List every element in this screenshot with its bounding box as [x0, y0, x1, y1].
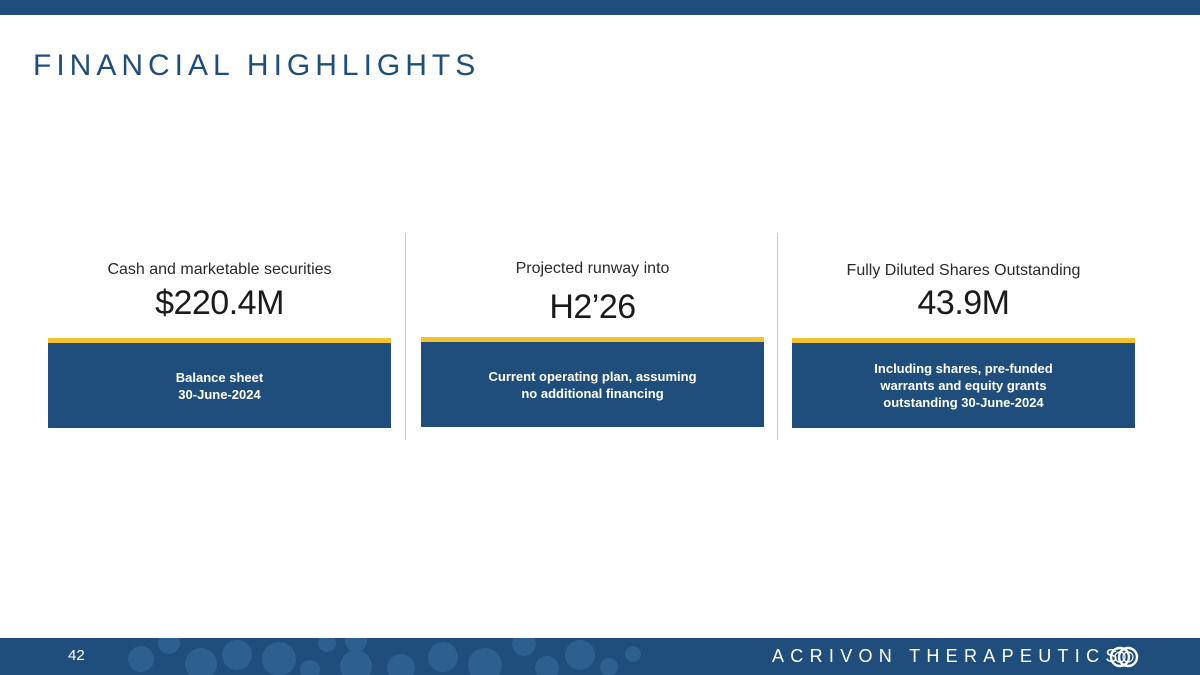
decorative-dot — [222, 640, 252, 670]
decorative-dot — [345, 638, 367, 652]
metric-label: Cash and marketable securities — [107, 261, 332, 278]
decorative-dot — [625, 646, 641, 662]
decorative-dot — [318, 638, 336, 652]
decorative-dot — [387, 654, 415, 675]
top-accent-bar — [0, 0, 1200, 15]
metric-note: Including shares, pre-funded warrants and equity grants outstanding 30-June-2024 — [874, 361, 1053, 410]
decorative-dot — [185, 648, 217, 675]
decorative-dot — [300, 660, 320, 675]
metric-note-card — [48, 338, 391, 428]
page-number: 42 — [68, 647, 85, 664]
page-title: FINANCIAL HIGHLIGHTS — [33, 49, 481, 82]
decorative-dot — [128, 646, 154, 672]
decorative-dot — [565, 640, 595, 670]
metric-value: 43.9M — [917, 284, 1010, 322]
footer-bar — [0, 638, 1200, 675]
column-divider — [405, 233, 406, 440]
decorative-dot — [340, 650, 372, 675]
metric-label: Projected runway into — [515, 260, 670, 277]
metric-note: Current operating plan, assuming no additional financing — [488, 368, 697, 401]
metric-value: $220.4M — [155, 284, 284, 322]
metric-note-card — [421, 337, 764, 427]
decorative-dot — [535, 656, 559, 675]
column-divider — [777, 233, 778, 440]
metric-note-card — [792, 338, 1135, 428]
decorative-dot — [428, 642, 458, 672]
decorative-dot — [468, 648, 502, 675]
decorative-dot — [262, 642, 296, 675]
metric-note: Balance sheet 30-June-2024 — [175, 369, 264, 402]
decorative-dot — [158, 638, 180, 654]
decorative-dot — [512, 638, 536, 656]
metric-label: Fully Diluted Shares Outstanding — [846, 262, 1081, 279]
interlocked-rings-logo-icon — [1108, 645, 1140, 669]
company-name: ACRIVON THERAPEUTICS — [772, 646, 1124, 666]
decorative-dot — [600, 658, 618, 675]
metric-value: H2’26 — [549, 288, 636, 326]
